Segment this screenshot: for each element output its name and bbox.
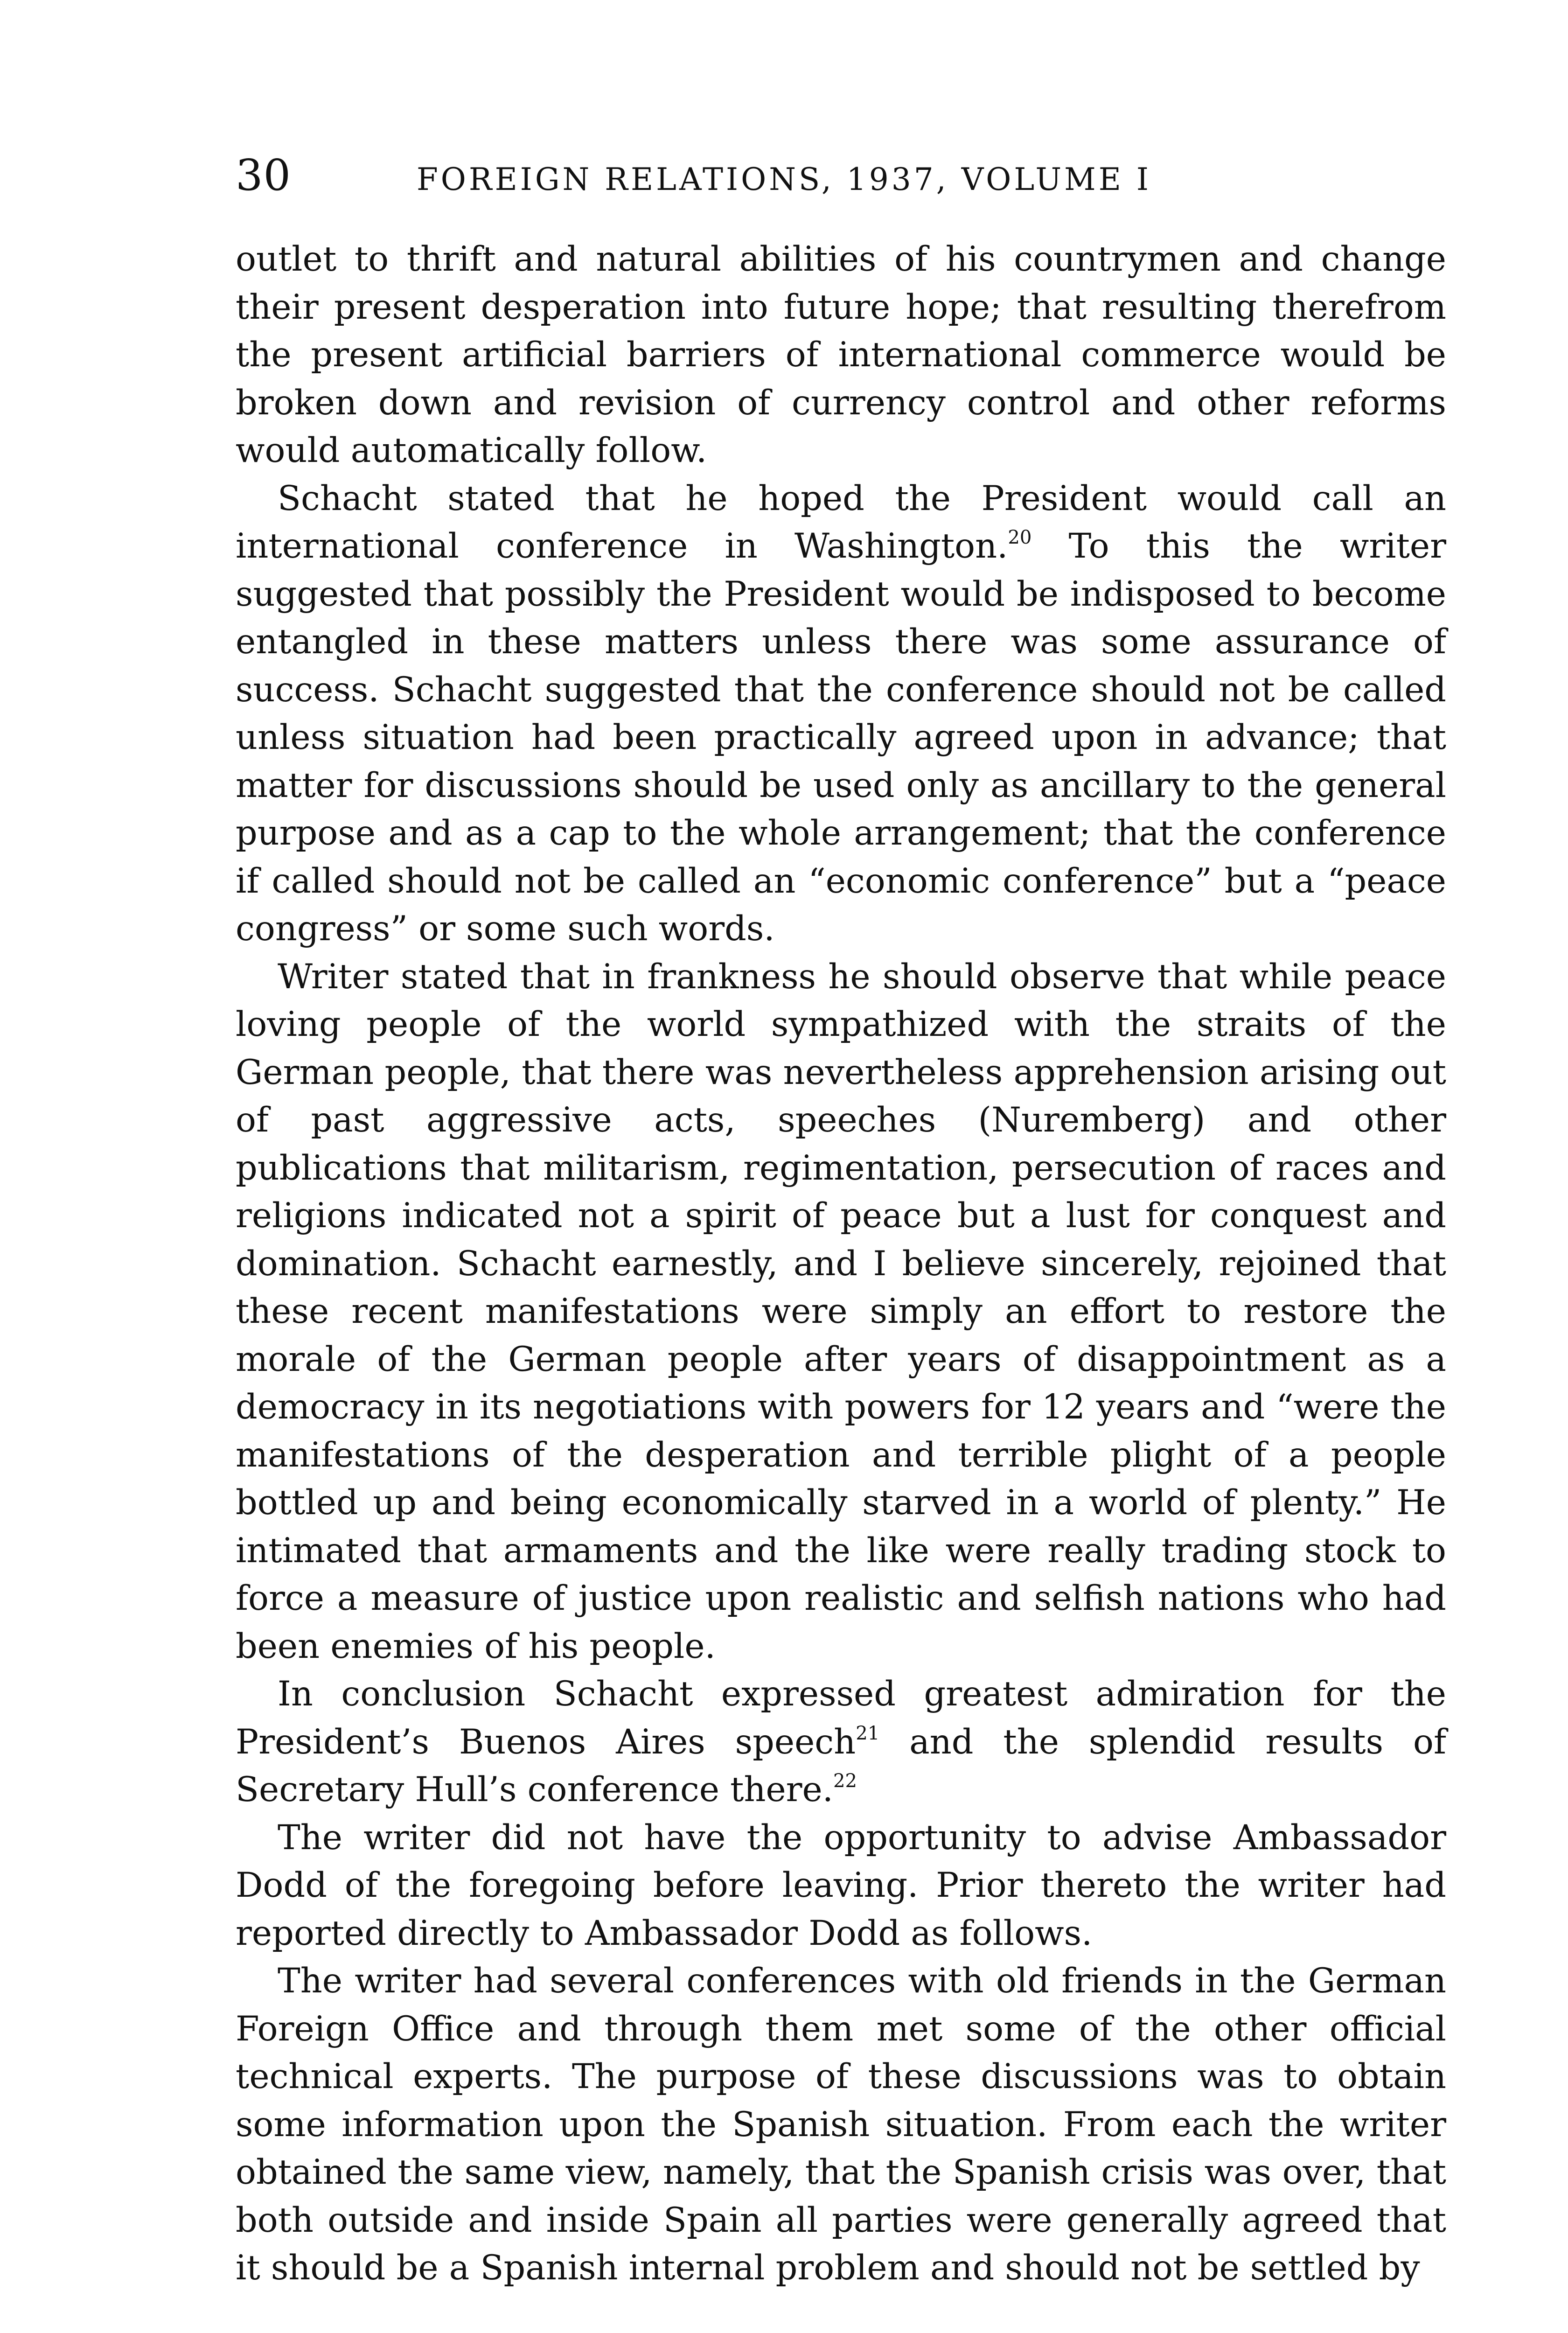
paragraph-3-text: Writer stated that in frankness he should observe that while peace loving people of the world sympathized with the straits of the German people, that there was nevertheless apprehension arising out of past aggressive acts, speeches (Nuremberg) and other publications that militarism, regimentation, persecution of races and religions indicated not a spirit of peace but a lust for conquest and domination. Schacht earnestly, and I believe sincerely, rejoined that these recent manifestations were simply an effort to restore the morale of the German people after years of disappointment as a democracy in its negotiations with powers for 12 years and “were the manifestations of the desperation and terrible plight of a people bottled up and being economically starved in a world of plenty.” He intimated that armaments and the like were really trading stock to force a measure of justice upon realistic and selfish nations who had been enemies of his people. xyxy=(236,957,1446,1666)
paragraph-6-text: The writer had several conferences with old friends in the German Foreign Office and through them met some of the other official technical experts. The purpose of these discussions was to obtain some information upon the Spanish situation. From each the writer obtained the same view, namely, that the Spanish crisis was over, that both outside and inside Spain all parties were generally agreed that it should be a Spanish internal problem and should not be settled by xyxy=(236,1961,1446,2288)
paragraph-2 xyxy=(236,475,1446,953)
page-number: 30 xyxy=(236,150,292,200)
paragraph-4 xyxy=(236,1670,1446,1814)
footnote-ref-20: 20 xyxy=(1008,526,1032,548)
paragraph-5-text: The writer did not have the opportunity to advise Ambassador Dodd of the foregoing before leaving. Prior thereto the writer had reported directly to Ambassador Dodd as follows. xyxy=(236,1817,1446,1953)
running-head: FOREIGN RELATIONS, 1937, VOLUME I xyxy=(416,161,1151,197)
paragraph-1-text: outlet to thrift and natural abilities of his countrymen and change their present desperation into future hope; that resulting therefrom the present artificial barriers of international commerce would be broken down and revision of currency control and other reforms would automatically follow. xyxy=(236,239,1446,470)
paragraph-4-text: In conclusion Schacht expressed greatest admiration for the President’s Buenos Aires speech xyxy=(236,1674,1446,1762)
paragraph-3 xyxy=(236,953,1446,1671)
footnote-ref-22: 22 xyxy=(833,1770,857,1792)
paragraph-1 xyxy=(236,236,1446,475)
paragraph-2-text: Schacht stated that he hoped the President would call an international conference in Washington. xyxy=(236,478,1446,566)
footnote-ref-21: 21 xyxy=(856,1722,880,1744)
body-text xyxy=(236,236,1446,2292)
paragraph-6 xyxy=(236,1957,1446,2292)
paragraph-4-text-cont: and the splendid results of Secretary Hull’s conference there. xyxy=(236,1722,1447,1809)
paragraph-2-text-cont: To this the writer suggested that possibly the President would be indisposed to become entangled in these matters unless there was some assurance of success. Schacht suggested that the conference should not be called unless situation had been practically agreed upon in advance; that matter for discussions should be used only as ancillary to the general purpose and as a cap to the whole arrangement; that the conference if called should not be called an “economic conference” but a “peace congress” or some such words. xyxy=(236,526,1446,949)
paragraph-5 xyxy=(236,1814,1446,1958)
